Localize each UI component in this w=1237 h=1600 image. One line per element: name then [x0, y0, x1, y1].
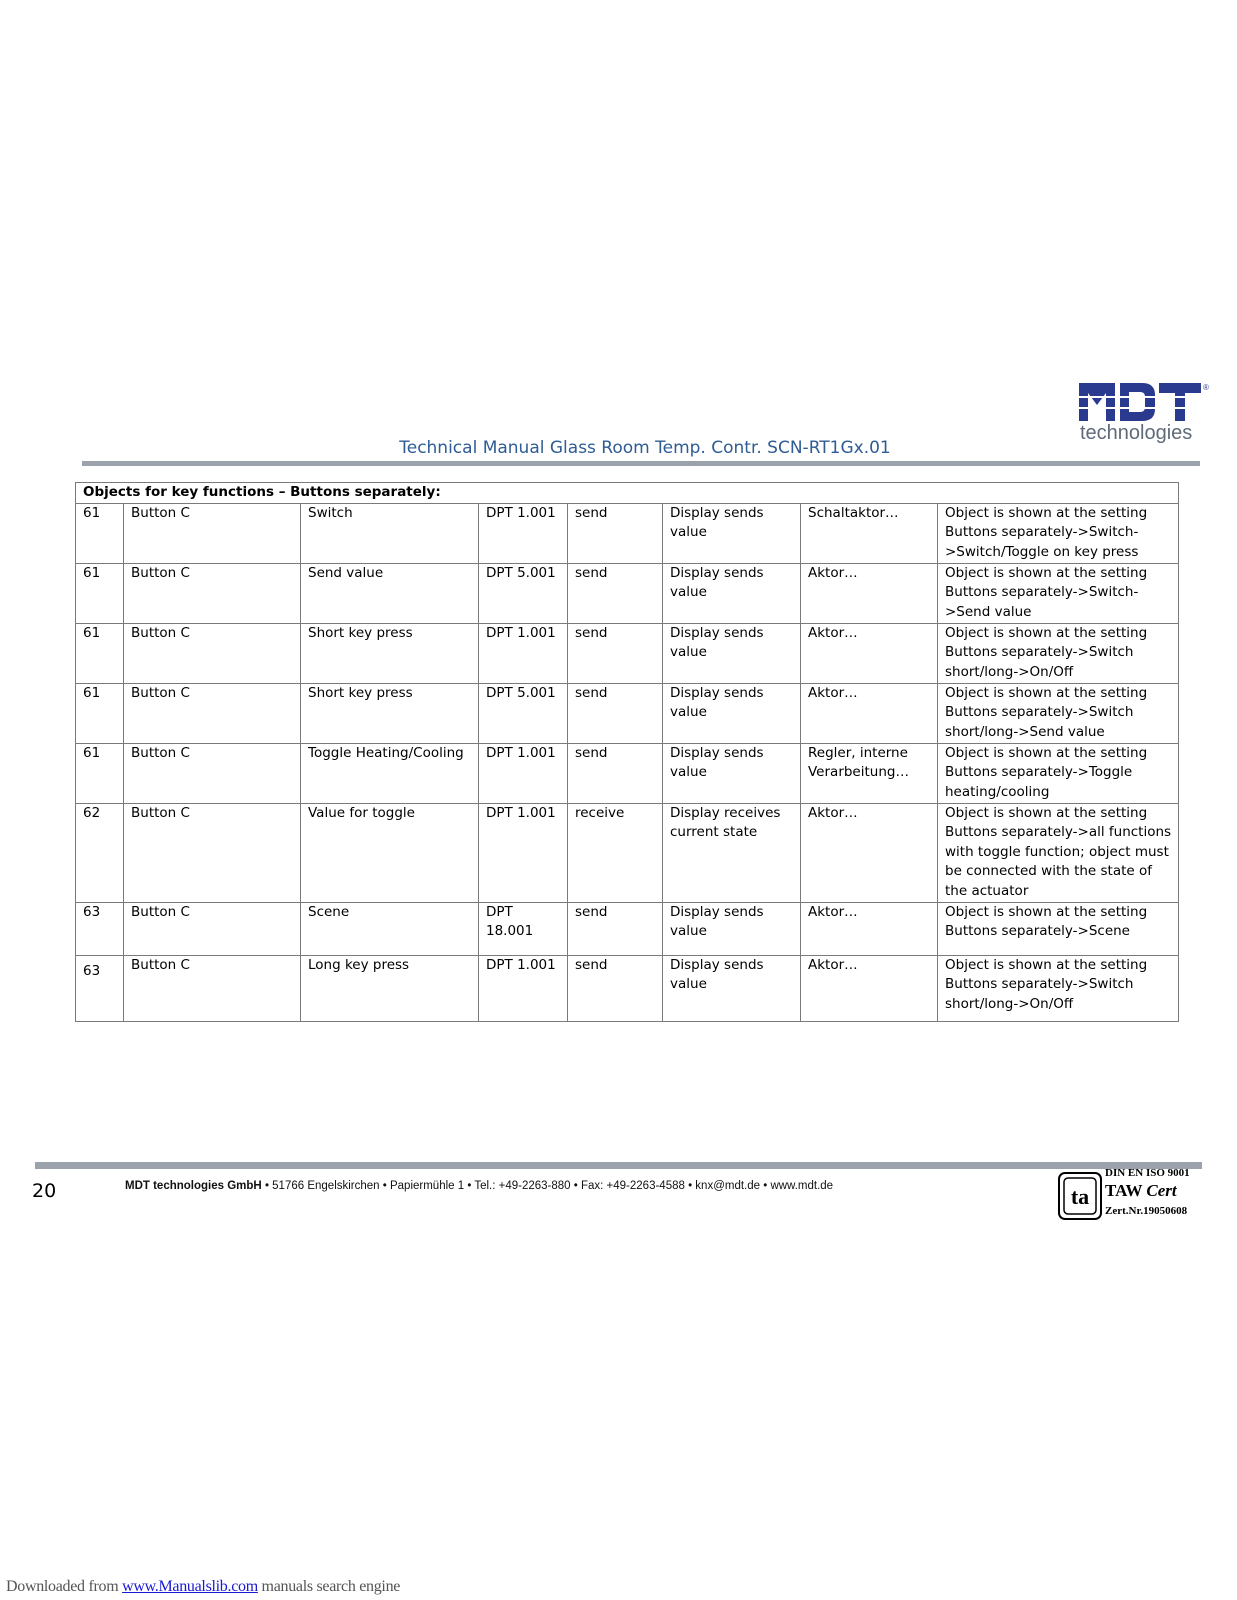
cell-direction: send [568, 623, 663, 683]
cell-object-name: Button C [124, 683, 301, 743]
cell-object-name: Button C [124, 743, 301, 803]
cell-direction: send [568, 563, 663, 623]
cell-target: Schaltaktor… [801, 503, 938, 563]
page-title: Technical Manual Glass Room Temp. Contr. SCN-RT1Gx.01 [399, 438, 891, 458]
cell-description: Object is shown at the setting Buttons separately->Switch short/long->On/Off [938, 623, 1179, 683]
mdt-logo-mark [1079, 383, 1201, 423]
table-row [76, 503, 1179, 563]
table-section-title: Objects for key functions – Buttons separately: [76, 483, 1179, 504]
cell-description: Object is shown at the setting Buttons separately->Toggle heating/cooling [938, 743, 1179, 803]
cert-name-part: TAW [1105, 1181, 1147, 1200]
cell-function: Toggle Heating/Cooling [301, 743, 479, 803]
cell-direction: send [568, 955, 663, 1021]
cell-flag: Display sends value [663, 955, 801, 1021]
table-row [76, 743, 1179, 803]
cell-direction: receive [568, 803, 663, 902]
cell-object-number: 61 [76, 683, 124, 743]
cell-flag: Display sends value [663, 743, 801, 803]
cell-target: Aktor… [801, 563, 938, 623]
cert-number: Zert.Nr.19050608 [1105, 1205, 1188, 1217]
cell-object-number: 61 [76, 563, 124, 623]
manualslib-link[interactable]: www.Manualslib.com [122, 1578, 258, 1595]
cell-description: Object is shown at the setting Buttons separately->Switch->Send value [938, 563, 1179, 623]
cell-data-type: DPT 18.001 [479, 902, 568, 955]
cell-description: Object is shown at the setting Buttons separately->Switch short/long->On/Off [938, 955, 1179, 1021]
cell-function: Short key press [301, 623, 479, 683]
cell-data-type: DPT 5.001 [479, 563, 568, 623]
cell-description: Object is shown at the setting Buttons separately->Switch->Switch/Toggle on key press [938, 503, 1179, 563]
cell-data-type: DPT 1.001 [479, 803, 568, 902]
cell-object-number: 61 [76, 743, 124, 803]
cell-flag: Display sends value [663, 683, 801, 743]
cell-direction: send [568, 743, 663, 803]
cell-description: Object is shown at the setting Buttons separately->Scene [938, 902, 1179, 955]
cell-function: Short key press [301, 683, 479, 743]
cell-object-name: Button C [124, 803, 301, 902]
cell-function: Send value [301, 563, 479, 623]
cell-description: Object is shown at the setting Buttons separately->Switch short/long->Send value [938, 683, 1179, 743]
cell-data-type: DPT 1.001 [479, 503, 568, 563]
header-divider [82, 461, 1200, 466]
cell-object-number: 61 [76, 623, 124, 683]
footer-contact [125, 1180, 833, 1192]
footer-address: • 51766 Engelskirchen • Papiermühle 1 • Tel.: +49-2263-880 • Fax: +49-2263-4588 • knx@mdt.de • www.mdt.de [264, 1180, 834, 1192]
download-prefix: Downloaded from [6, 1578, 119, 1595]
taw-cert-logo-icon [1058, 1172, 1102, 1220]
cell-object-name: Button C [124, 503, 301, 563]
cell-data-type: DPT 1.001 [479, 623, 568, 683]
cell-data-type: DPT 1.001 [479, 955, 568, 1021]
table-row [76, 623, 1179, 683]
cell-target: Aktor… [801, 803, 938, 902]
cell-object-number: 61 [76, 503, 124, 563]
cell-target: Regler, interne Verarbeitung… [801, 743, 938, 803]
table-row [76, 955, 1179, 1021]
cell-direction: send [568, 503, 663, 563]
certification-badge [1058, 1167, 1208, 1227]
cell-flag: Display receives current state [663, 803, 801, 902]
objects-table [75, 482, 1179, 1022]
table-row [76, 902, 1179, 955]
svg-text:ta: ta [1070, 1184, 1090, 1209]
cell-target: Aktor… [801, 683, 938, 743]
cell-target: Aktor… [801, 623, 938, 683]
cell-flag: Display sends value [663, 563, 801, 623]
cert-name-text [1105, 1181, 1177, 1200]
cert-standard: DIN EN ISO 9001 [1105, 1167, 1190, 1179]
cell-object-number: 62 [76, 803, 124, 902]
cell-object-name: Button C [124, 563, 301, 623]
cell-function: Scene [301, 902, 479, 955]
cell-target: Aktor… [801, 955, 938, 1021]
cell-data-type: DPT 5.001 [479, 683, 568, 743]
footer-divider [35, 1162, 1202, 1169]
cell-flag: Display sends value [663, 902, 801, 955]
logo-subtitle: technologies [1080, 422, 1193, 444]
cert-name [1105, 1181, 1177, 1201]
cell-flag: Display sends value [663, 503, 801, 563]
cell-object-name: Button C [124, 902, 301, 955]
cell-object-name: Button C [124, 955, 301, 1021]
download-suffix: manuals search engine [261, 1578, 401, 1595]
footer-company: MDT technologies GmbH [125, 1180, 262, 1192]
cell-description: Object is shown at the setting Buttons separately->all functions with toggle function; object must be connected with the state of the actuator [938, 803, 1179, 902]
cell-direction: send [568, 902, 663, 955]
cell-data-type: DPT 1.001 [479, 743, 568, 803]
cell-function: Long key press [301, 955, 479, 1021]
registered-mark: ® [1203, 383, 1209, 392]
download-banner [6, 1578, 400, 1596]
cell-object-name: Button C [124, 623, 301, 683]
table-row [76, 803, 1179, 902]
cell-function: Switch [301, 503, 479, 563]
cert-name-part: Cert [1146, 1181, 1177, 1200]
table-row [76, 683, 1179, 743]
cell-object-number: 63 [76, 955, 124, 1021]
cell-flag: Display sends value [663, 623, 801, 683]
cell-function: Value for toggle [301, 803, 479, 902]
cell-object-number: 63 [76, 902, 124, 955]
page-number: 20 [32, 1180, 57, 1202]
cell-direction: send [568, 683, 663, 743]
cell-target: Aktor… [801, 902, 938, 955]
table-row [76, 563, 1179, 623]
